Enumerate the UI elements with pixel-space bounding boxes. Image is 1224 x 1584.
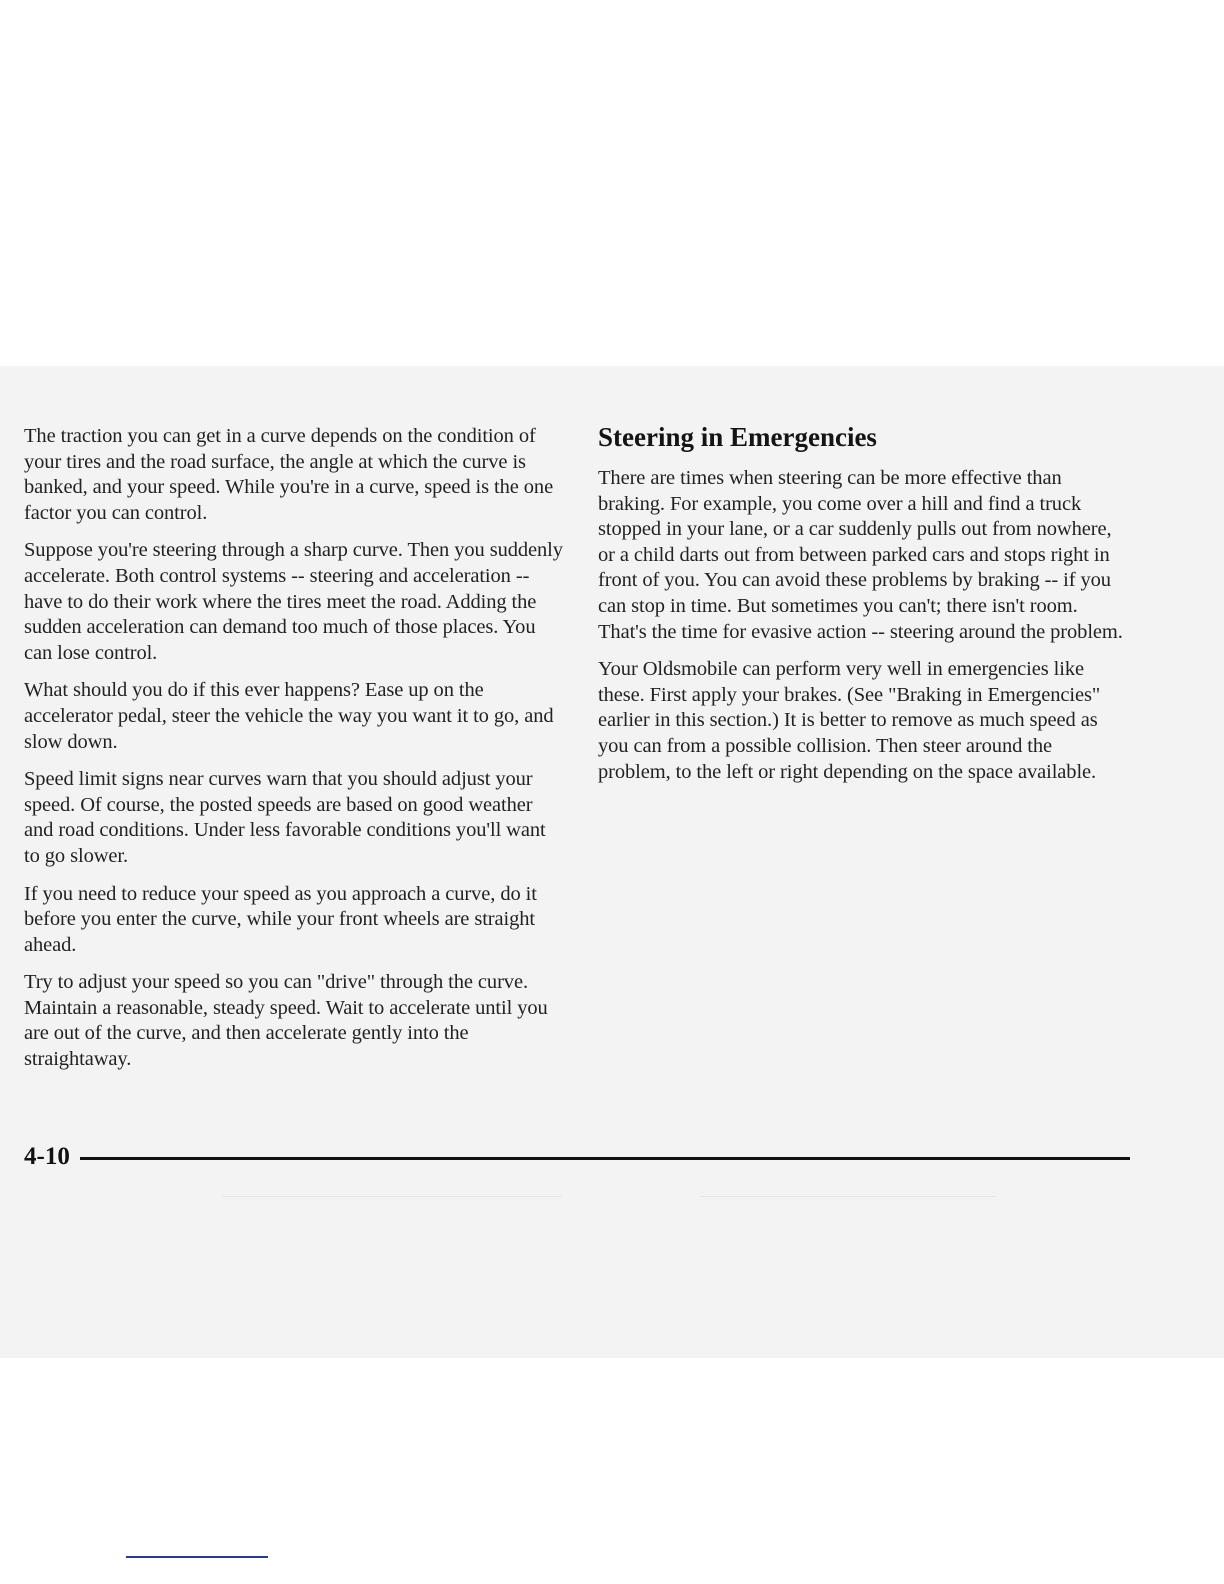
scan-artifact-line [700,1196,996,1197]
paragraph-adjust-speed: Try to adjust your speed so you can "drive" through the curve. Maintain a reasonable, steady speed. Wait to accelerate until you are out of the curve, and then accelerate gently into the straightaway. [24,971,548,1071]
paragraph-reduce-speed: If you need to reduce your speed as you approach a curve, do it before you enter the curve, while your front wheels are straight ahead. [24,882,537,956]
bottom-link-underline [126,1556,268,1558]
paragraph-steering-vs-braking: There are times when steering can be more effective than braking. For example, you come over a hill and find a truck stopped in your lane, or a car suddenly pulls out from nowhere, or a child darts out from between parked cars and stops right in front of you. You can avoid these problems by braking -- if you can stop in time. But sometimes you can't; there isn't room. That's the time for evasive action -- steering around the problem. [598,467,1123,643]
page-footer [24,1140,1130,1174]
section-heading: Steering in Emergencies [598,422,877,452]
paragraph-sharp-curve: Suppose you're steering through a sharp curve. Then you suddenly accelerate. Both control systems -- steering and acceleration -- have to do their work where the tires meet the road. Adding the sudden acceleration can demand too much of those places. You can lose control. [24,539,563,664]
page-number: 4-10 [24,1143,70,1170]
scan-artifact-line [222,1196,562,1197]
footer-rule [80,1157,1130,1160]
paragraph-speed-limit-signs: Speed limit signs near curves warn that you should adjust your speed. Of course, the posted speeds are based on good weather and road conditions. Under less favorable conditions you'll want to go slower. [24,768,546,867]
right-column [598,420,1124,797]
paragraph-curve-traction: The traction you can get in a curve depends on the condition of your tires and the road surface, the angle at which the curve is banked, and your speed. While you're in a curve, speed is the one factor you can control. [24,425,554,524]
paragraph-oldsmobile-emergencies: Your Oldsmobile can perform very well in emergencies like these. First apply your brakes. (See "Braking in Emergencies" earlier in this section.) It is better to remove as much speed as you can from a possible collision. Then steer around the problem, to the left or right depending on the space available. [598,658,1101,783]
paragraph-what-to-do: What should you do if this ever happens? Ease up on the accelerator pedal, steer the vehicle the way you want it to go, and slow down. [24,679,554,753]
left-column [24,424,564,1085]
